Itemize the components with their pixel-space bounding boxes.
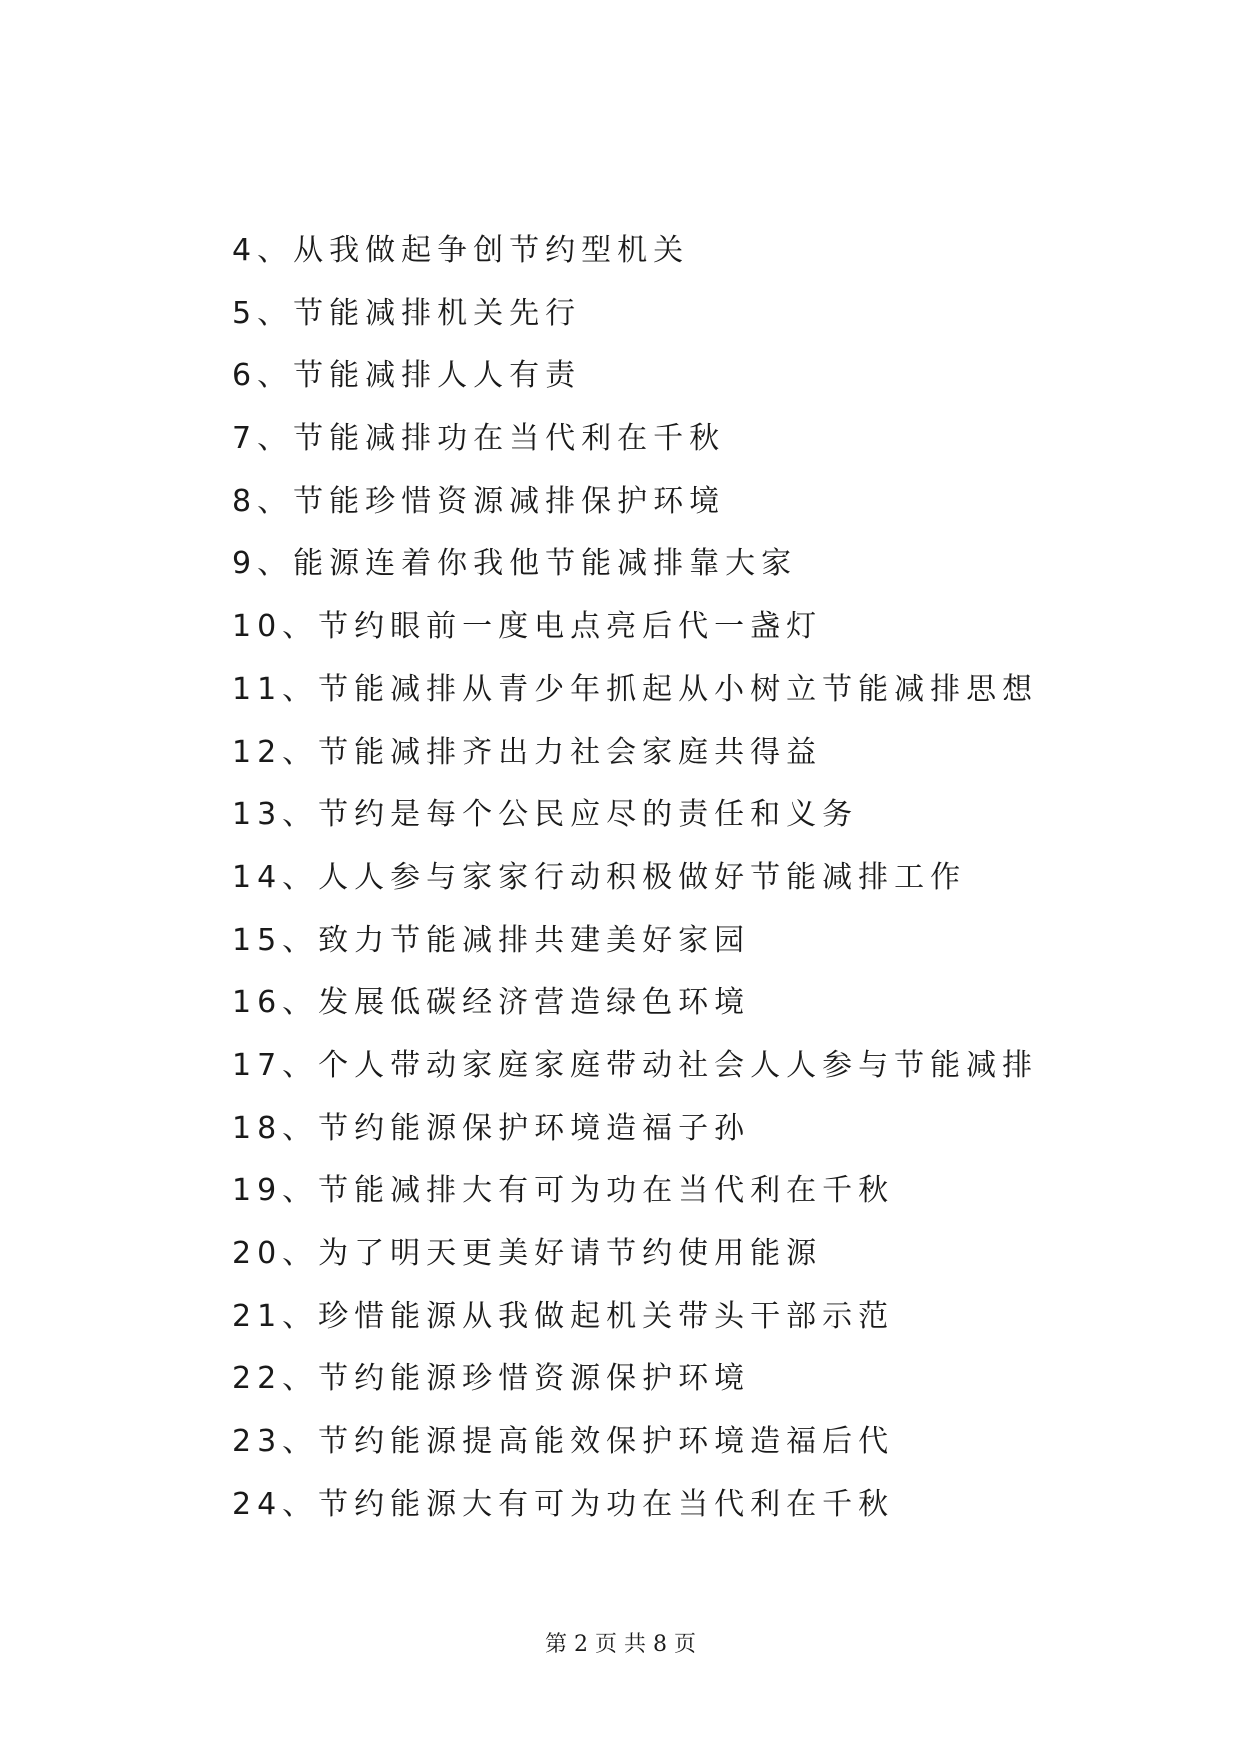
list-item: 9、能源连着你我他节能减排靠大家 (232, 546, 798, 582)
list-item: 12、节能减排齐出力社会家庭共得益 (232, 734, 823, 770)
list-item: 15、致力节能减排共建美好家园 (232, 922, 751, 958)
slogan-list (232, 235, 1038, 1551)
list-item: 16、发展低碳经济营造绿色环境 (232, 985, 751, 1021)
page-number-footer: 第 2 页 共 8 页 (545, 1632, 696, 1657)
list-item: 8、节能珍惜资源减排保护环境 (232, 483, 726, 519)
list-item: 19、节能减排大有可为功在当代利在千秋 (232, 1173, 895, 1209)
list-item: 4、从我做起争创节约型机关 (232, 233, 690, 268)
list-item: 24、节约能源大有可为功在当代利在千秋 (232, 1486, 895, 1522)
list-item: 21、珍惜能源从我做起机关带头干部示范 (232, 1298, 895, 1334)
list-item: 13、节约是每个公民应尽的责任和义务 (232, 797, 859, 833)
list-item: 17、个人带动家庭家庭带动社会人人参与节能减排 (232, 1047, 1039, 1083)
list-item: 7、节能减排功在当代利在千秋 (232, 421, 726, 457)
list-item: 10、节约眼前一度电点亮后代一盏灯 (232, 609, 823, 645)
list-item: 6、节能减排人人有责 (232, 358, 582, 394)
list-item: 14、人人参与家家行动积极做好节能减排工作 (232, 859, 967, 895)
list-item: 20、为了明天更美好请节约使用能源 (232, 1236, 823, 1271)
list-item: 23、节约能源提高能效保护环境造福后代 (232, 1424, 895, 1460)
list-item: 18、节约能源保护环境造福子孙 (232, 1110, 751, 1146)
list-item: 5、节能减排机关先行 (232, 295, 582, 331)
list-item: 22、节约能源珍惜资源保护环境 (232, 1361, 751, 1397)
list-item: 11、节能减排从青少年抓起从小树立节能减排思想 (232, 671, 1039, 707)
